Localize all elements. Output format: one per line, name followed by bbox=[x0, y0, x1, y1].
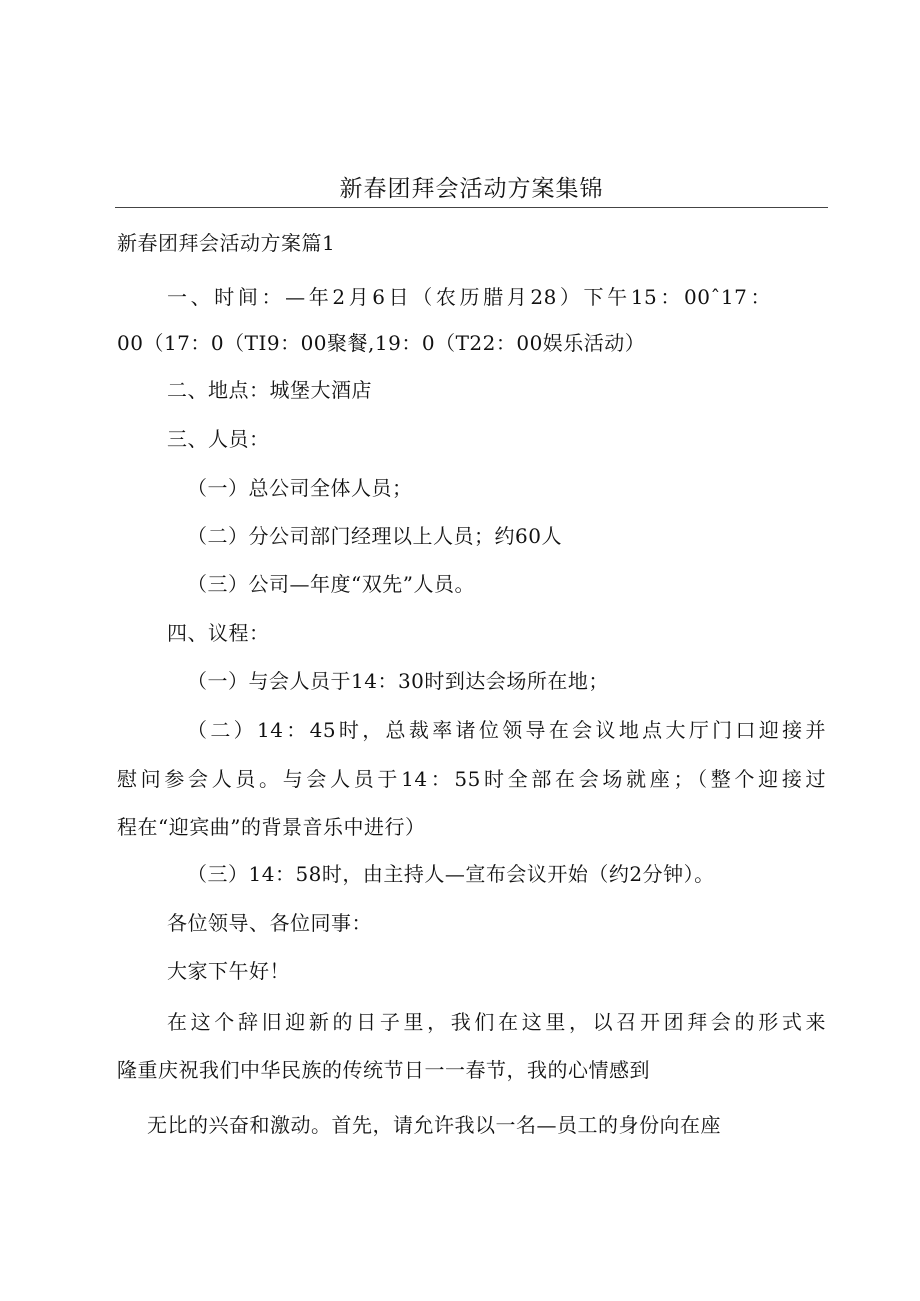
paragraph-line: 二、地点：城堡大酒店 bbox=[167, 378, 372, 402]
paragraph-line: 00（17：0（TI9：00聚餐,19：0（T22：00娱乐活动） bbox=[117, 331, 646, 355]
paragraph-line: （三）公司—年度“双先”人员。 bbox=[187, 572, 475, 596]
paragraph-line: 在这个辞旧迎新的日子里，我们在这里，以召开团拜会的形式来 bbox=[167, 1010, 826, 1034]
paragraph-line: （三）14：58时，由主持人—宣布会议开始（约2分钟）。 bbox=[187, 862, 715, 886]
title-divider bbox=[115, 207, 828, 208]
paragraph-line: （一）与会人员于14：30时到达会场所在地； bbox=[187, 669, 609, 693]
paragraph-line: （二）14：45时，总裁率诸位领导在会议地点大厅门口迎接并 bbox=[187, 718, 826, 742]
paragraph-line: 无比的兴奋和激动。首先，请允许我以一名—员工的身份向在座 bbox=[147, 1113, 721, 1137]
paragraph-line: 四、议程： bbox=[167, 621, 270, 645]
paragraph-line: （二）分公司部门经理以上人员；约60人 bbox=[187, 524, 562, 548]
paragraph-line: （一）总公司全体人员； bbox=[187, 476, 413, 500]
paragraph-line: 三、人员： bbox=[167, 427, 270, 451]
paragraph-line: 各位领导、各位同事： bbox=[167, 911, 372, 935]
paragraph-line: 慰问参会人员。与会人员于14：55时全部在会场就座；（整个迎接过 bbox=[117, 767, 826, 791]
section-heading: 新春团拜会活动方案篇1 bbox=[117, 231, 336, 255]
paragraph-line: 程在“迎宾曲”的背景音乐中进行） bbox=[117, 815, 426, 839]
document-title: 新春团拜会活动方案集锦 bbox=[339, 176, 604, 202]
paragraph-line: 一、时间：—年2月6日（农历腊月28）下午15：00ˆ17： bbox=[167, 285, 771, 309]
paragraph-line: 隆重庆祝我们中华民族的传统节日一一春节，我的心情感到 bbox=[117, 1058, 650, 1082]
paragraph-line: 大家下午好！ bbox=[167, 959, 290, 983]
